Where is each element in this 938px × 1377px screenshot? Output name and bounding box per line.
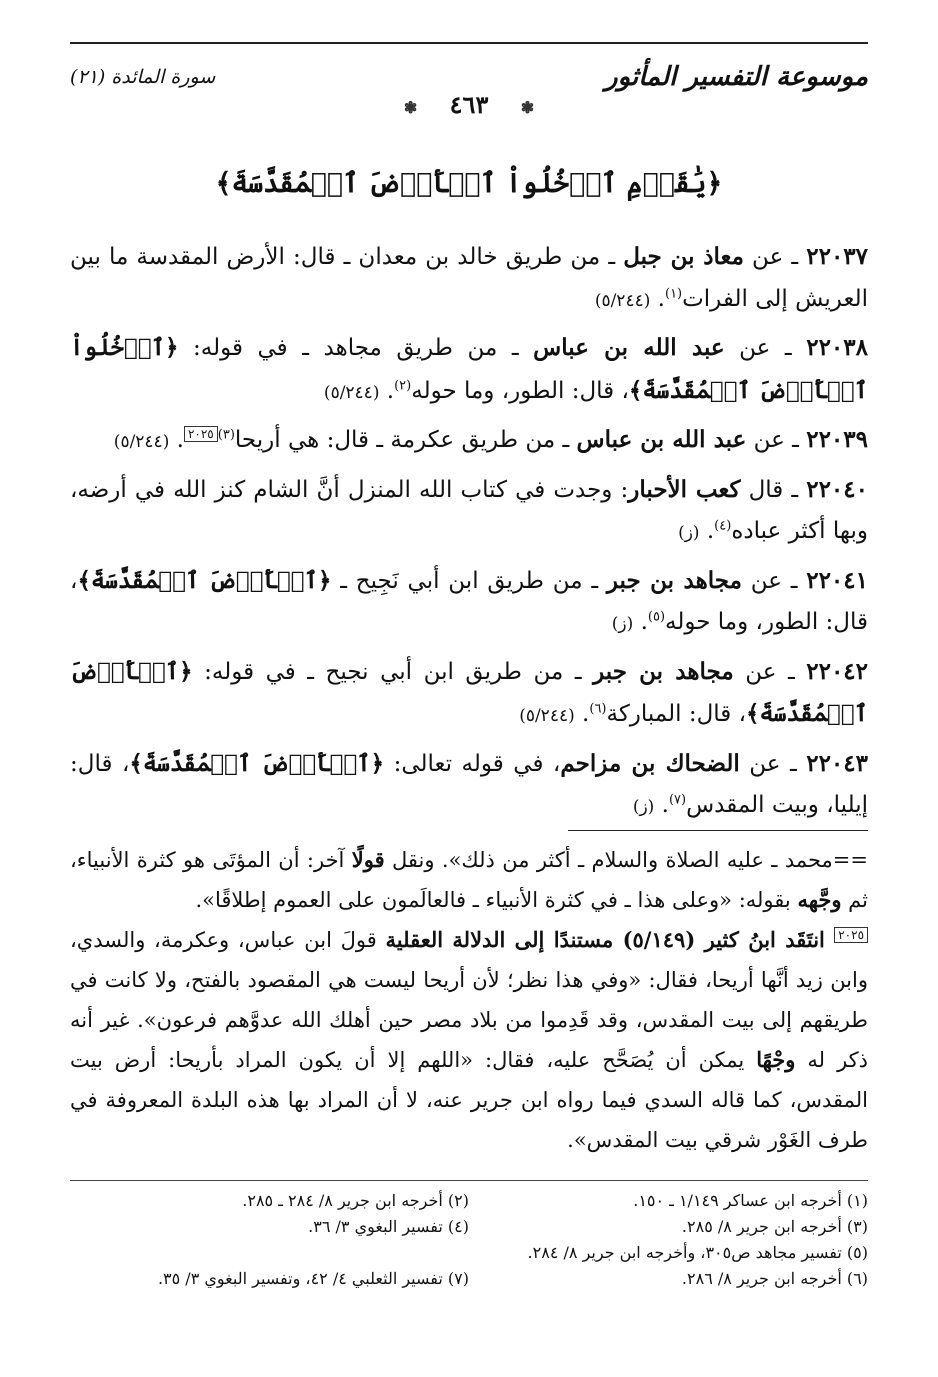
quran-quote: ﴿ٱلۡأَرۡضَ ٱلۡمُقَدَّسَةَ﴾ xyxy=(77,566,332,594)
quran-quote: ﴿ٱدۡخُلُواْ ٱلۡأَرۡضَ ٱلۡمُقَدَّسَةَ﴾ xyxy=(70,334,868,404)
entry-punct: . xyxy=(633,609,648,635)
volume-ref: (ز) xyxy=(611,614,634,634)
note-text: آخر: أن المؤتَى هو كثرة الأنبياء، ثم xyxy=(70,848,868,912)
note-paragraph xyxy=(70,920,868,1160)
entry-text: ـ من طريق ابن أبي نجيح ـ في قوله: xyxy=(192,658,594,685)
entry-text: ، قال: المباركة xyxy=(606,701,747,727)
entry xyxy=(70,469,868,555)
entry-number: ٢٢٠٣٧ xyxy=(806,243,869,270)
cross-reference-box[interactable]: ٢٠٢٥ xyxy=(184,426,218,442)
entry-punct: . xyxy=(699,518,715,544)
note-emphasis: انتَقَد ابنُ كثير (٥/١٤٩) مستندًا إلى الدلالة العقلية xyxy=(385,927,835,952)
entry-text: ، في قوله تعالى: xyxy=(384,750,561,777)
entry-number: ٢٢٠٤٢ xyxy=(806,657,869,685)
footnote-marker[interactable]: (١) xyxy=(664,285,683,301)
entry-text: ـ من طريق عكرمة ـ قال: هي أريحا xyxy=(234,427,577,453)
note-text: ==محمد ـ عليه الصلاة والسلام ـ أكثر من ذلك». ونقل xyxy=(384,848,868,872)
volume-ref: (٥/٢٤٤) xyxy=(113,432,170,452)
volume-ref: (ز) xyxy=(678,523,700,543)
entry-text: ، قال: إيليا، وبيت المقدس xyxy=(70,750,868,818)
entry-punct: . xyxy=(650,285,665,312)
footnote: (٢) أخرجه ابن جرير ٨/ ٢٨٤ ـ ٢٨٥. xyxy=(242,1191,469,1210)
quran-quote: ﴿ٱلۡأَرۡضَ ٱلۡمُقَدَّسَةَ﴾ xyxy=(70,657,868,727)
footnote-marker[interactable]: (٧) xyxy=(668,792,687,808)
commentary-note xyxy=(70,840,868,1160)
narrator-name: عبد الله بن عباس xyxy=(576,426,747,453)
footnote-row xyxy=(70,1188,868,1214)
entry-text: ـ من طريق خالد بن معدان ـ قال: الأرض المقدسة ما بين العريش إلى الفرات xyxy=(70,244,868,312)
volume-ref: (٥/٢٤٤) xyxy=(519,706,575,726)
entry xyxy=(70,743,868,829)
entry-intro: ـ عن xyxy=(741,567,807,594)
commentary-separator xyxy=(568,830,868,831)
footnote: (٥) تفسير مجاهد ص٣٠٥، وأخرجه ابن جرير ٨/ ٢٨٤. xyxy=(527,1243,868,1262)
entry xyxy=(70,419,868,464)
entry-intro: ـ عن xyxy=(746,427,807,453)
entry-punct: . xyxy=(379,377,395,404)
entry xyxy=(70,560,868,646)
entry-punct: . xyxy=(169,427,184,453)
footnote-marker[interactable]: (٢) xyxy=(394,377,412,393)
narrator-name: كعب الأحبار xyxy=(628,475,741,503)
entry-number: ٢٢٠٤٣ xyxy=(806,749,868,777)
narrator-name: معاذ بن جبل xyxy=(623,243,744,270)
footnote-row xyxy=(70,1240,868,1266)
entry-intro: ـ قال xyxy=(740,476,807,503)
volume-ref: (٥/٢٤٤) xyxy=(323,382,380,403)
entry-text: ، قال: الطور، وما حوله xyxy=(70,567,868,635)
narrator-name: عبد الله بن عباس xyxy=(533,334,725,361)
entry-intro: ـ عن xyxy=(739,750,807,777)
note-text: بقوله: «وعلى هذا ـ في كثرة الأنبياء ـ فالعالَمون على العموم إطلاقًا». xyxy=(195,888,798,912)
note-emphasis: وجَّهه xyxy=(797,887,842,912)
narrator-name: مجاهد بن جبر xyxy=(593,657,734,685)
note-paragraph xyxy=(70,840,868,920)
narrator-name: مجاهد بن جبر xyxy=(606,566,742,594)
footnote-separator xyxy=(70,1180,868,1181)
footnote-marker[interactable]: (٣) xyxy=(217,427,235,443)
entry-punct: . xyxy=(574,701,590,727)
note-text: قولَ ابن عباس، وعكرمة، والسدي، وابن زيد أنَّها أريحا، فقال: «وفي هذا نظر؛ لأن أريحا ليست هي المقصود بالفتح، ولا كانت في طريقهم إلى بيت المقدس، وقد قَدِموا من بلاد مصر حين أهلك الله عدوَّهم فرعون». غير أنه ذكر له xyxy=(70,928,869,1072)
entry xyxy=(70,327,868,414)
entry-number: ٢٢٠٤٠ xyxy=(806,475,868,503)
footnote: (٤) تفسير البغوي ٣/ ٣٦. xyxy=(308,1217,469,1236)
entry xyxy=(70,236,868,322)
footnote-marker[interactable]: (٥) xyxy=(647,609,666,625)
footnote-row xyxy=(70,1214,868,1240)
header-rule xyxy=(70,42,868,44)
footnote: (١) أخرجه ابن عساكر ١/١٤٩ ـ ١٥٠. xyxy=(633,1191,868,1210)
footnote-marker[interactable]: (٤) xyxy=(714,518,732,534)
entry xyxy=(70,651,868,738)
page-number-row xyxy=(0,90,938,119)
volume-ref: (ز) xyxy=(632,797,655,817)
entry-text: : وجدت في كتاب الله المنزل أنَّ الشام كنز الله في أرضه، وبها أكثر عباده xyxy=(70,476,868,544)
footnotes xyxy=(70,1188,868,1292)
entry-number: ٢٢٠٣٨ xyxy=(806,334,868,361)
note-emphasis: قولًا xyxy=(351,847,385,872)
entry-intro: ـ عن xyxy=(743,244,807,270)
footnote: (٦) أخرجه ابن جرير ٨/ ٢٨٦. xyxy=(681,1269,868,1288)
ornament-icon: ❃ xyxy=(509,98,546,117)
entry-text: ، قال: الطور، وما حوله xyxy=(411,377,629,404)
footnote: (٧) تفسير الثعلبي ٤/ ٤٢، وتفسير البغوي ٣/ ٣٥. xyxy=(157,1269,469,1288)
narrator-name: الضحاك بن مزاحم xyxy=(560,749,740,777)
footnote-row xyxy=(70,1266,868,1292)
quran-quote: ﴿ٱلۡأَرۡضَ ٱلۡمُقَدَّسَةَ﴾ xyxy=(129,749,385,777)
entry-punct: . xyxy=(654,792,669,818)
entry-intro: ـ عن xyxy=(733,658,807,685)
cross-reference-box[interactable]: ٢٠٢٥ xyxy=(834,927,868,943)
surah-label: سورة المائدة (٢١) xyxy=(70,66,216,88)
footnote: (٣) أخرجه ابن جرير ٨/ ٢٨٥. xyxy=(681,1217,868,1236)
main-text xyxy=(70,236,868,834)
book-title: موسوعة التفسير المأثور xyxy=(605,62,868,92)
verse-heading: ﴿يَٰقَوۡمِ ٱدۡخُلُواْ ٱلۡأَرۡضَ ٱلۡمُقَدَّسَةَ﴾ xyxy=(215,168,723,199)
entry-number: ٢٢٠٣٩ xyxy=(806,426,868,453)
entry-number: ٢٢٠٤١ xyxy=(806,566,868,594)
entry-text: ـ من طريق ابن أبي نَجِيح ـ xyxy=(331,567,607,594)
footnote xyxy=(70,1240,469,1266)
footnote-marker[interactable]: (٦) xyxy=(589,701,607,717)
note-text: يمكن أن يُصَحَّح عليه، فقال: «اللهم إلا أن يكون المراد بأريحا: أرض بيت المقدس، كما قاله السدي فيما رواه ابن جرير عنه، لا أن المراد بها هذه البلدة المعروفة في طرف الغَوْر شرقي بيت المقدس». xyxy=(70,1048,868,1152)
note-emphasis: وجْهًا xyxy=(756,1047,796,1072)
volume-ref: (٥/٢٤٤) xyxy=(594,290,651,311)
entry-intro: ـ عن xyxy=(724,335,807,361)
entry-text: ـ من طريق مجاهد ـ في قوله: xyxy=(178,335,534,361)
page-number: ٤٦٣ xyxy=(438,90,501,119)
ornament-icon: ❃ xyxy=(392,98,429,117)
